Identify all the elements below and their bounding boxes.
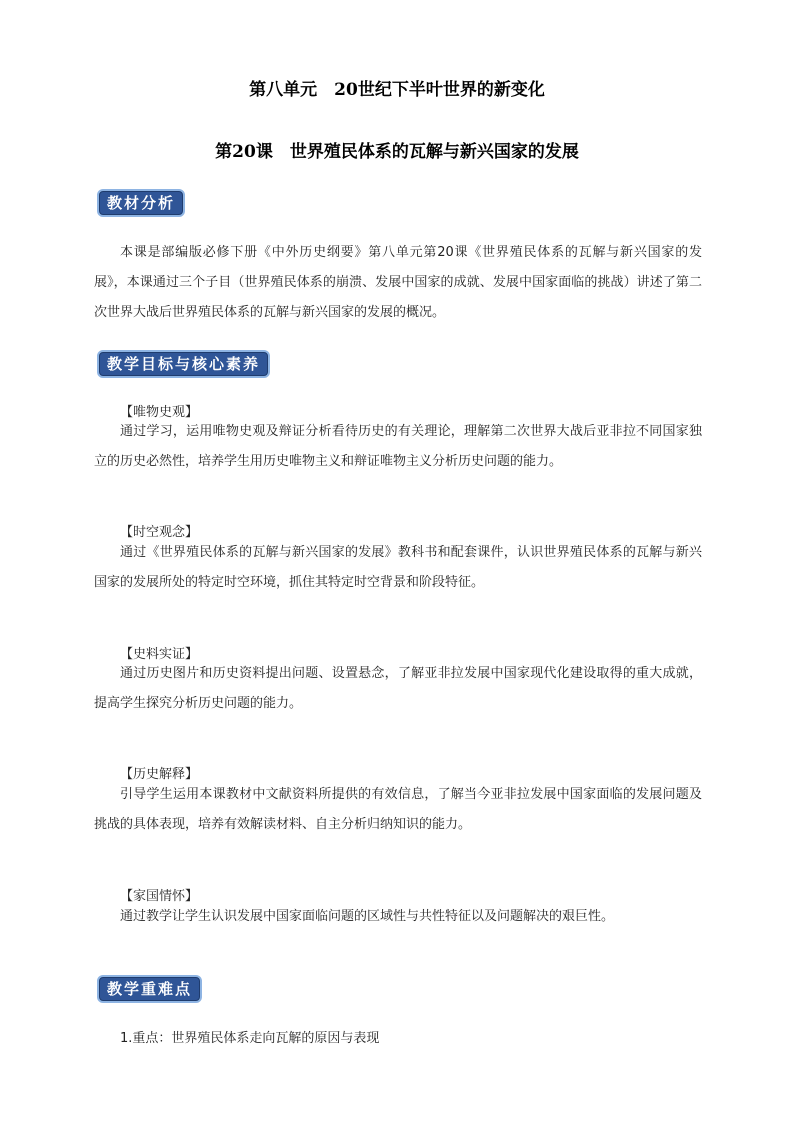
unit-title: 第八单元 20世纪下半叶世界的新变化	[249, 80, 545, 100]
objective-text-evidence: 通过历史图片和历史资料提出问题、设置悬念，了解亚非拉发展中国家现代化建设取得的重大成就，提高学生探究分析历史问题的能力。	[94, 666, 702, 711]
lesson-title: 第20课 世界殖民体系的瓦解与新兴国家的发展	[215, 142, 579, 162]
objective-label-interpretation: 【历史解释】	[120, 767, 199, 782]
analysis-paragraph: 本课是部编版必修下册《中外历史纲要》第八单元第20课《世界殖民体系的瓦解与新兴国家的发展》，本课通过三个子目（世界殖民体系的崩溃、发展中国家的成就、发展中国家面临的挑战）讲述了第二次世界大战后世界殖民体系的瓦解与新兴国家的发展的概况。	[94, 245, 702, 320]
objective-text-patriotism: 通过教学让学生认识发展中国家面临问题的区域性与共性特征以及问题解决的艰巨性。	[120, 909, 615, 924]
objective-label-evidence: 【史料实证】	[120, 647, 199, 662]
objective-text-interpretation: 引导学生运用本课教材中文献资料所提供的有效信息，了解当今亚非拉发展中国家面临的发展问题及挑战的具体表现，培养有效解读材料、自主分析归纳知识的能力。	[94, 787, 702, 832]
objective-text-spacetime: 通过《世界殖民体系的瓦解与新兴国家的发展》教科书和配套课件，认识世界殖民体系的瓦解与新兴国家的发展所处的特定时空环境，抓住其特定时空背景和阶段特征。	[94, 545, 702, 590]
section-badge-objectives: 教学目标与核心素养	[97, 350, 270, 378]
key-point-1: 1.重点：世界殖民体系走向瓦解的原因与表现	[120, 1031, 380, 1046]
section-badge-analysis: 教材分析	[97, 189, 185, 217]
objective-label-patriotism: 【家国情怀】	[120, 889, 199, 904]
objective-label-spacetime: 【时空观念】	[120, 525, 199, 540]
objective-text-materialism: 通过学习，运用唯物史观及辩证分析看待历史的有关理论，理解第二次世界大战后亚非拉不同国家独立的历史必然性，培养学生用历史唯物主义和辩证唯物主义分析历史问题的能力。	[94, 424, 702, 469]
section-badge-key-points: 教学重难点	[97, 975, 202, 1003]
objective-label-materialism: 【唯物史观】	[120, 405, 199, 420]
